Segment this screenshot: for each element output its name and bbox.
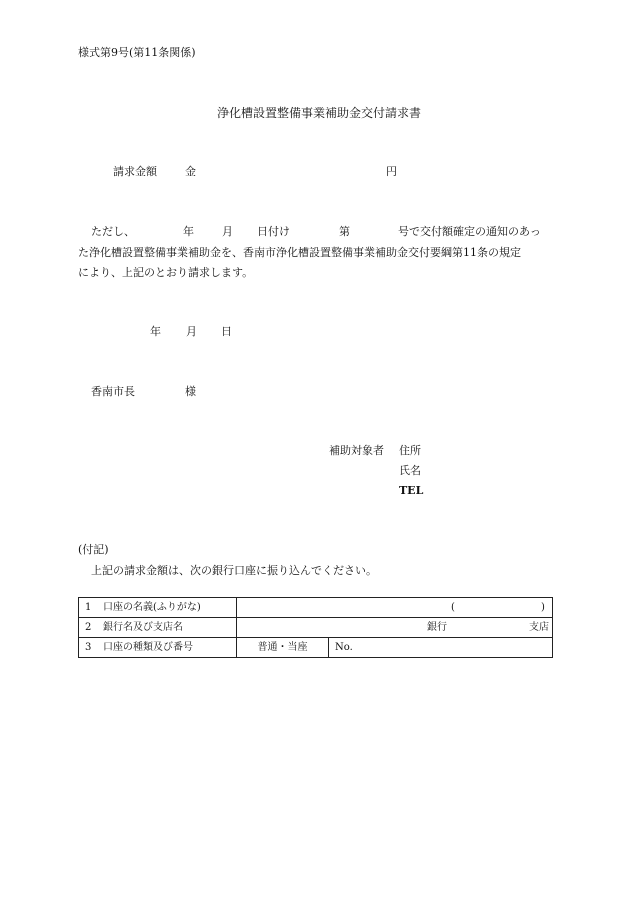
- row-label-cell: [79, 618, 237, 638]
- row-number: 2: [85, 622, 92, 633]
- body-line1-year: 年: [183, 225, 194, 238]
- document-title: 浄化槽設置整備事業補助金交付請求書: [217, 106, 422, 120]
- body-line1-month: 月: [222, 225, 233, 238]
- table-row: [79, 598, 553, 618]
- body-line3: により、上記のとおり請求します。: [78, 266, 254, 279]
- date-month: 月: [186, 325, 197, 338]
- body-line1-dai: 第: [339, 225, 350, 238]
- paren-open: (: [451, 602, 455, 613]
- form-number: 様式第9号(第11条関係): [78, 46, 196, 59]
- addressee-honorific: 様: [185, 385, 196, 398]
- addressee-name: 香南市長: [91, 385, 135, 398]
- table-row: [79, 638, 553, 658]
- note-text: 上記の請求金額は、次の銀行口座に振り込んでください。: [91, 564, 377, 577]
- applicant-name-label: 氏名: [399, 464, 421, 477]
- row-label: 銀行名及び支店名: [103, 622, 183, 633]
- paren-close: ): [541, 602, 545, 613]
- date-day: 日: [221, 325, 232, 338]
- account-type-cell: 普通・当座: [237, 638, 329, 658]
- branch-suffix: 支店: [529, 622, 549, 633]
- row-number: 1: [85, 602, 92, 613]
- bank-account-table: [78, 597, 553, 658]
- applicant-tel-label: TEL: [399, 484, 424, 497]
- body-line1-date: 日付け: [257, 225, 290, 238]
- applicant-label: 補助対象者: [329, 444, 384, 457]
- table-row: [79, 618, 553, 638]
- date-year: 年: [150, 325, 161, 338]
- bank-branch-cell: [237, 618, 553, 638]
- row-label: 口座の種類及び番号: [103, 642, 193, 653]
- body-line1-tail: 号で交付額確定の通知のあっ: [398, 225, 541, 238]
- body-line2: た浄化槽設置整備事業補助金を、香南市浄化槽設置整備事業補助金交付要綱第11条の規定: [78, 246, 521, 259]
- row-label: 口座の名義(ふりがな): [103, 602, 201, 613]
- account-number-cell: No.: [329, 638, 553, 658]
- applicant-address-label: 住所: [399, 444, 421, 457]
- body-line1-start: ただし、: [91, 225, 135, 238]
- row-label-cell: [79, 598, 237, 618]
- amount-prefix: 金: [185, 165, 196, 178]
- amount-label: 請求金額: [113, 165, 157, 178]
- amount-unit: 円: [386, 165, 397, 178]
- account-holder-cell: [237, 598, 553, 618]
- note-heading: (付記): [78, 543, 109, 556]
- row-number: 3: [85, 642, 92, 653]
- row-label-cell: [79, 638, 237, 658]
- bank-suffix: 銀行: [427, 622, 447, 633]
